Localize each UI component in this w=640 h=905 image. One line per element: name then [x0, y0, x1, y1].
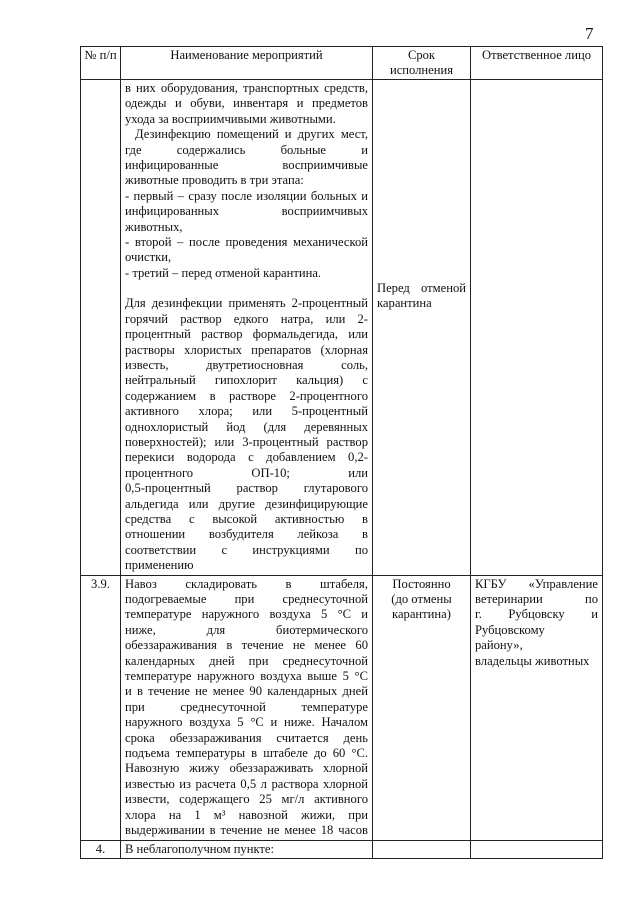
deadline-cell — [373, 575, 471, 840]
measure-text: В неблагополучном пункте: — [121, 840, 373, 858]
text-line: карантина) — [392, 607, 451, 622]
text-line: карантина — [377, 296, 432, 311]
table-row — [81, 840, 603, 858]
text-line: процентного ОП-10; или — [125, 465, 368, 480]
text-line: применению — [125, 558, 194, 573]
row-number: 3.9. — [81, 575, 121, 840]
text-line: поверхностей); или 3-процентный раствор — [125, 434, 368, 449]
deadline-cell — [373, 840, 471, 858]
text-line: хлора на 1 м³ навозной жижи, при — [125, 807, 368, 822]
text-line: ухода за восприимчивыми животными. — [125, 111, 336, 126]
text-line: (до отмены — [391, 592, 452, 606]
header-number: № п/п — [81, 47, 121, 80]
responsible-cell — [471, 575, 603, 840]
deadline-cell — [373, 80, 471, 576]
text-line: в них оборудования, транспортных средств, — [125, 81, 368, 95]
text-line: отношении возбудителя лейкоза в — [125, 527, 368, 542]
responsible-cell — [471, 840, 603, 858]
text-line: альдегида или другие дезинфицирующие — [125, 496, 368, 511]
text-line: извести, содержащего 25 мг/л активного — [125, 792, 368, 807]
text-line: Дезинфекцию помещений и других мест, — [135, 127, 368, 142]
table-row — [81, 575, 603, 840]
text-line: соответствии с инструкциями по — [125, 542, 368, 557]
paragraph — [125, 81, 368, 127]
text-line: Навоз складировать в штабеля, — [125, 576, 368, 591]
text-line: Перед отменой — [377, 281, 466, 295]
text-line: Постоянно — [392, 576, 451, 591]
text-line: где содержались больные и — [125, 142, 368, 157]
text-line: температуре наружного воздуха 5 °С и — [125, 607, 368, 622]
text-line: средства с высокой активностью в — [125, 511, 368, 526]
page-number: 7 — [585, 24, 594, 43]
table-row — [81, 80, 603, 576]
text-line: ветеринарии по — [475, 592, 598, 606]
table-header-row — [81, 47, 603, 80]
text-line: 0,5-процентный раствор глутарового — [125, 481, 368, 496]
text-line: горячий раствор едкого натра, или 2- — [125, 311, 368, 326]
text-line: КГБУ «Управление — [475, 576, 598, 591]
text-line: срока обеззараживания считается день — [125, 730, 368, 745]
paragraph — [125, 296, 368, 573]
deadline-text — [377, 577, 466, 623]
text-line: Для дезинфекции применять 2-процентный — [125, 296, 368, 311]
text-line: выдерживании в течение не менее 18 часов — [125, 823, 368, 838]
header-measure-name: Наименование мероприятий — [121, 47, 373, 80]
text-line: г. Рубцовску и — [475, 607, 598, 622]
measures-table — [80, 46, 603, 859]
row-number: 4. — [81, 840, 121, 858]
deadline-text — [377, 281, 466, 312]
row-number — [81, 80, 121, 576]
text-line: и в течение не менее 90 календарных дней — [125, 684, 368, 699]
text-line: известь, двутретиосновная соль, — [125, 357, 368, 372]
text-line: инфицированные восприимчивые — [125, 158, 368, 173]
header-deadline: Срок исполнения — [373, 47, 471, 80]
text-line: нейтральный гипохлорит кальция) с — [125, 373, 368, 388]
text-line: животные проводить в три этапа: — [125, 173, 304, 188]
text-line: Рубцовскому — [475, 622, 545, 637]
text-line: животных, — [125, 219, 183, 234]
responsible-cell — [471, 80, 603, 576]
text-line: обеззараживания в течение не менее 60 — [125, 638, 368, 653]
text-line: - второй – после проведения механической — [125, 235, 368, 250]
text-line: ниже, для биотермического — [125, 622, 368, 637]
text-line: известью из расчета 0,5 л раствора хлорной — [125, 776, 368, 791]
text-line: при среднесуточной температуре — [125, 699, 368, 714]
text-line: наружного воздуха 5 °С и ниже. Началом — [125, 715, 368, 730]
text-line: календарных дней при среднесуточной — [125, 653, 368, 668]
text-line: подогреваемые при среднесуточной — [125, 592, 368, 606]
text-line: инфицированных восприимчивых — [125, 204, 368, 219]
text-line: - третий – перед отменой карантина. — [125, 265, 322, 280]
text-line: подъема температуры в штабеле до 60 °С. — [125, 746, 368, 761]
text-line: району», — [475, 638, 523, 653]
paragraph — [125, 127, 368, 281]
text-line: температуре наружного воздуха выше 5 °С — [125, 669, 368, 684]
text-line: содержанием в растворе 2-процентного — [125, 388, 368, 403]
paragraph — [125, 577, 368, 839]
text-line: владельцы животных — [475, 653, 590, 668]
text-line: активного хлора; или 5-процентный — [125, 404, 368, 419]
measure-text — [121, 575, 373, 840]
measure-text — [121, 80, 373, 576]
responsible-text — [475, 577, 598, 669]
text-line: Навозную жижу обеззараживать хлорной — [125, 761, 368, 776]
text-line: перекиси водорода с добавлением 0,2- — [125, 450, 368, 465]
text-line: одежды и обуви, инвентаря и предметов — [125, 96, 368, 111]
text-line: однохлористый йод (для деревянных — [125, 419, 368, 434]
text-line: очистки, — [125, 250, 172, 265]
header-responsible: Ответственное лицо — [471, 47, 603, 80]
text-line: растворы хлористых препаратов (хлорная — [125, 342, 368, 357]
text-line: процентный раствор формальдегида, или — [125, 327, 368, 342]
text-line: - первый – сразу после изоляции больных и — [125, 188, 368, 203]
